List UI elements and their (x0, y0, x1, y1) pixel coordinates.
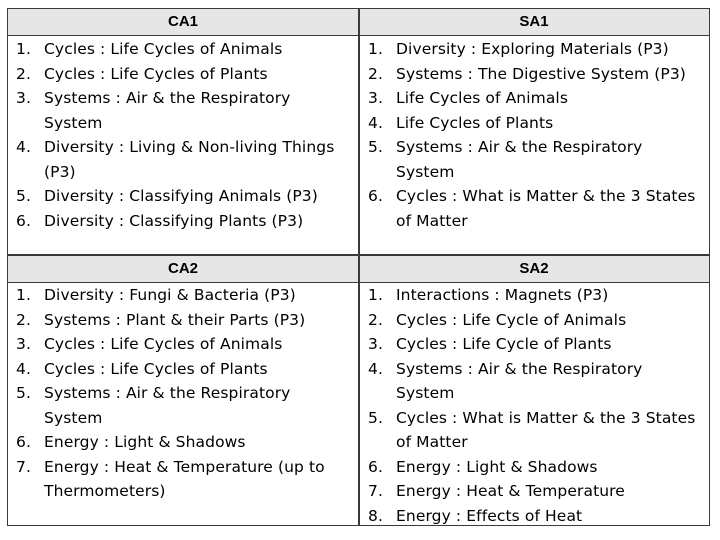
topic-number: 5. (368, 408, 383, 427)
topic-item (8, 184, 350, 209)
header-ca1: CA1 (8, 9, 358, 36)
topic-number: 3. (368, 335, 383, 353)
topic-text: Cycles : What is Matter & the 3 States of Matter (396, 187, 696, 230)
topic-text: Cycles : Life Cycles of Plants (44, 359, 268, 378)
topic-number: 2. (368, 64, 383, 83)
topic-number: 2. (16, 310, 31, 329)
topic-number: 4. (368, 113, 383, 132)
topic-text: Life Cycles of Plants (396, 113, 554, 132)
topic-text: Cycles : Life Cycle of Animals (396, 310, 627, 329)
topic-text: Diversity : Fungi & Bacteria (P3) (44, 286, 296, 304)
topic-text: Systems : Air & the Respiratory System (44, 89, 291, 132)
topic-item (8, 209, 350, 234)
topic-number: 5. (16, 187, 31, 205)
topic-text: Life Cycles of Animals (396, 89, 569, 107)
topic-item (360, 357, 700, 406)
topic-item (360, 62, 700, 87)
topic-text: Energy : Heat & Temperature (up to Thermometers) (44, 457, 325, 500)
ca1-topic-list (8, 37, 350, 233)
topic-number: 4. (16, 359, 31, 378)
topic-item (360, 111, 700, 136)
topic-text: Energy : Light & Shadows (396, 457, 598, 476)
topic-text: Energy : Effects of Heat (396, 506, 583, 525)
topic-item (8, 283, 350, 308)
syllabus-table (7, 8, 710, 526)
topic-number: 6. (368, 457, 383, 476)
topic-item (8, 135, 350, 184)
topic-text: Diversity : Exploring Materials (P3) (396, 40, 669, 58)
topic-text: Systems : The Digestive System (P3) (396, 64, 686, 83)
topic-number: 1. (368, 286, 383, 304)
header-ca2: CA2 (8, 256, 358, 283)
ca2-topic-list (8, 283, 350, 504)
topic-number: 1. (368, 40, 383, 58)
topic-number: 2. (16, 64, 31, 83)
topic-text: Diversity : Classifying Animals (P3) (44, 187, 318, 205)
topic-item (360, 455, 700, 480)
topic-item (360, 332, 700, 357)
topic-number: 3. (16, 335, 31, 353)
topic-text: Energy : Light & Shadows (44, 433, 246, 451)
topic-number: 6. (368, 187, 383, 205)
topic-number: 6. (16, 211, 31, 230)
header-sa2: SA2 (360, 256, 709, 283)
topic-item (8, 332, 350, 357)
topic-number: 4. (368, 359, 383, 378)
topic-item (8, 62, 350, 87)
topic-number: 8. (368, 506, 383, 525)
topic-text: Cycles : Life Cycles of Animals (44, 40, 283, 58)
topic-text: Interactions : Magnets (P3) (396, 286, 609, 304)
topic-item (360, 37, 700, 62)
topic-item (360, 504, 700, 529)
topic-number: 1. (16, 40, 31, 58)
sa1-topic-list (360, 37, 700, 233)
topic-number: 2. (368, 310, 383, 329)
topic-item (360, 283, 700, 308)
topic-item (8, 308, 350, 333)
topic-item (8, 381, 350, 430)
topic-number: 1. (16, 286, 31, 304)
topic-item (360, 406, 700, 455)
topic-number: 7. (16, 457, 31, 476)
topic-item (8, 455, 350, 504)
topic-text: Cycles : Life Cycles of Plants (44, 64, 268, 83)
topic-number: 5. (16, 384, 31, 402)
topic-number: 7. (368, 482, 383, 500)
topic-number: 5. (368, 138, 383, 156)
topic-text: Systems : Plant & their Parts (P3) (44, 310, 306, 329)
topic-item (360, 184, 700, 233)
header-sa1: SA1 (360, 9, 709, 36)
topic-item (8, 357, 350, 382)
topic-item (8, 86, 350, 135)
topic-item (8, 37, 350, 62)
topic-number: 3. (368, 89, 383, 107)
topic-number: 4. (16, 138, 31, 156)
topic-item (360, 86, 700, 111)
topic-item (360, 135, 700, 184)
sa2-topic-list (360, 283, 700, 528)
topic-number: 6. (16, 433, 31, 451)
topic-number: 3. (16, 89, 31, 107)
topic-text: Systems : Air & the Respiratory System (396, 359, 643, 402)
topic-text: Diversity : Living & Non-living Things (P3) (44, 138, 335, 181)
topic-text: Diversity : Classifying Plants (P3) (44, 211, 304, 230)
topic-text: Systems : Air & the Respiratory System (396, 138, 643, 181)
topic-text: Systems : Air & the Respiratory System (44, 384, 291, 427)
topic-text: Cycles : What is Matter & the 3 States of Matter (396, 408, 696, 451)
topic-text: Cycles : Life Cycles of Animals (44, 335, 283, 353)
topic-text: Energy : Heat & Temperature (396, 482, 625, 500)
topic-item (360, 479, 700, 504)
topic-text: Cycles : Life Cycle of Plants (396, 335, 612, 353)
topic-item (8, 430, 350, 455)
topic-item (360, 308, 700, 333)
